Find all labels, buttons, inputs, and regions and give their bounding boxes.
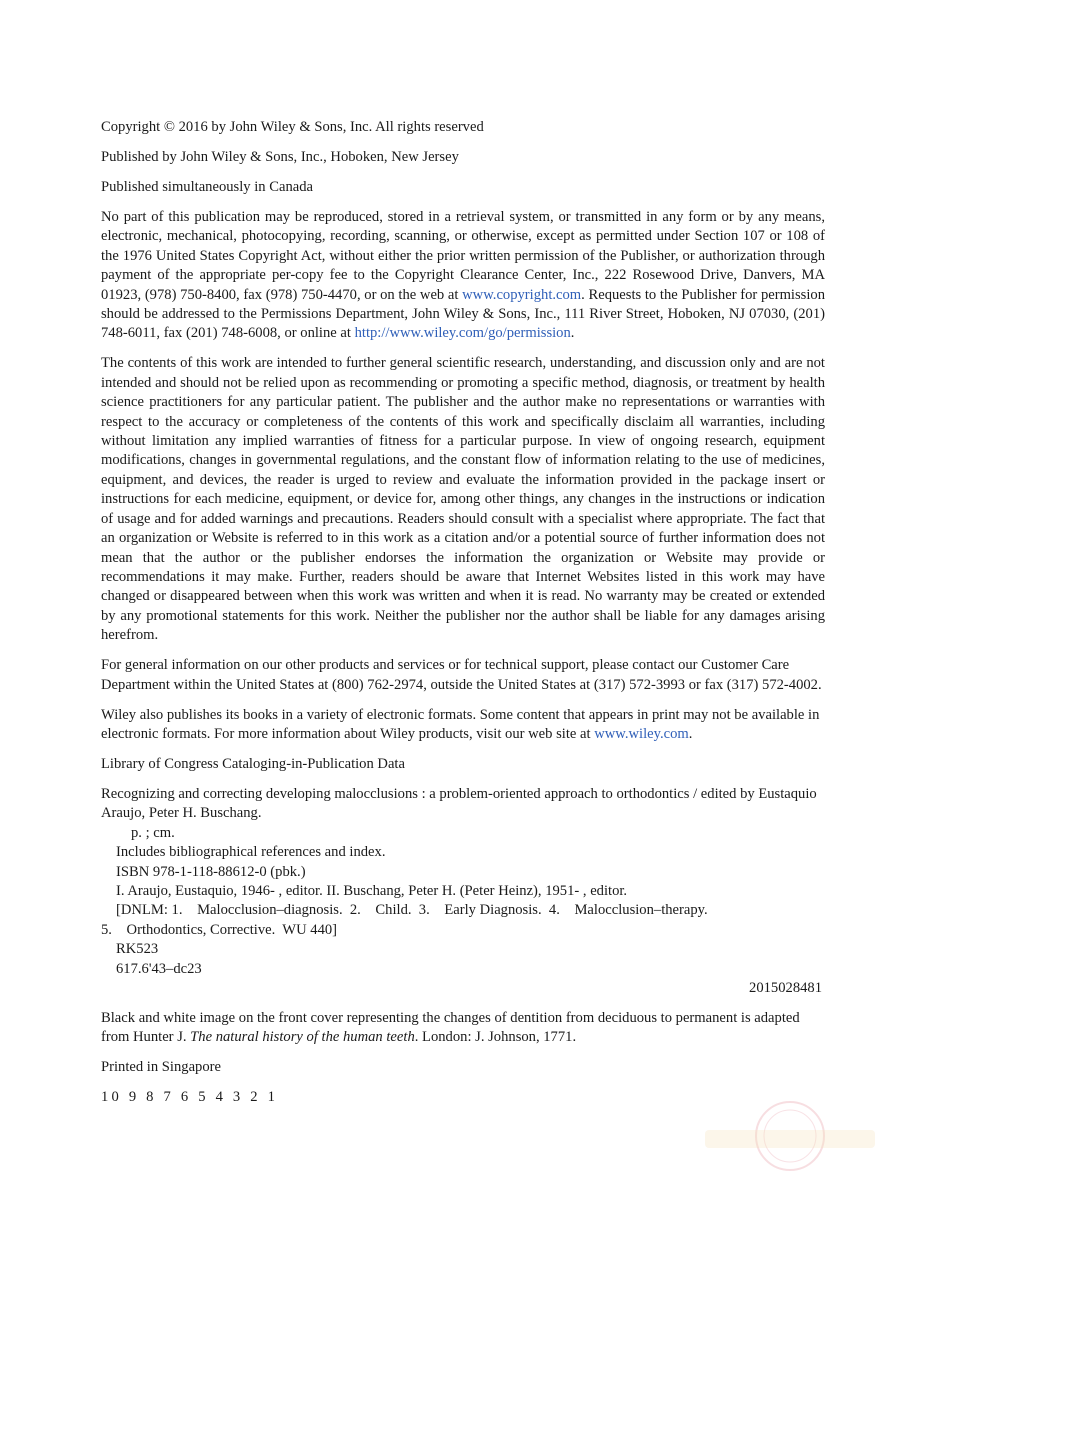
cip-isbn: ISBN 978-1-118-88612-0 (pbk.): [116, 863, 306, 880]
cover-text-2: . London: J. Johnson, 1771.: [414, 1029, 577, 1046]
cover-book-title: The natural history of the human teeth: [190, 1029, 415, 1046]
permissions-paragraph: [101, 208, 825, 344]
permissions-text-1: No part of this publication may be reproduced, stored in a retrieval system, or transmitted in any form or by any means, electronic, mechanical, photocopying, recording, scanning, or otherwise, except as permitted under Section 107 or 108 of the 1976 United States Copyright Act, without either the prior written permission of the Publisher, or authorization through payment of the appropriate per-copy fee to the Copyright Clearance Center, Inc., 222 Rosewood Drive, Danvers, MA 01923, (978) 750-8400, fax (978) 750-4470, or on the web at: [101, 209, 825, 303]
cip-pages: p. ; cm.: [131, 824, 175, 841]
printer-key-line: 10 9 8 7 6 5 4 3 2 1: [101, 1089, 279, 1106]
copyright-com-link[interactable]: www.copyright.com: [462, 286, 582, 303]
support-paragraph: For general information on our other products and services or for technical support, please contact our Customer Care Department within the United States at (800) 762-2974, outside the United States at (317) 572-3993 or fax (317) 572-4002.: [101, 657, 822, 693]
cip-block: [101, 785, 825, 998]
printed-in-line: Printed in Singapore: [101, 1059, 221, 1076]
cip-lc-class: RK523: [116, 941, 159, 958]
cover-credit-paragraph: [101, 1009, 825, 1048]
permissions-text-2: . Requests to the Publisher for permission should be addressed to the Permissions Department, John Wiley & Sons, Inc., 111 River Street, Hoboken, NJ 07030, (201) 748-6011, fax (201) 748-6008, or online at: [101, 286, 825, 342]
cip-title-line: Recognizing and correcting developing malocclusions : a problem-oriented approach to orthodontics / edited by Eustaquio Araujo, Peter H. Buschang.: [101, 785, 817, 822]
cip-dnlm-line-1: [DNLM: 1. Malocclusion–diagnosis. 2. Child. 3. Early Diagnosis. 4. Malocclusion–therapy.: [116, 902, 708, 919]
publisher-line: Published by John Wiley & Sons, Inc., Hoboken, New Jersey: [101, 149, 459, 165]
cip-editors: I. Araujo, Eustaquio, 1946- , editor. II. Buschang, Peter H. (Peter Heinz), 1951- , editor.: [116, 882, 628, 899]
cip-dewey: 617.6'43–dc23: [116, 960, 202, 977]
copyright-page: [101, 118, 825, 1118]
cip-lccn: 2015028481: [749, 980, 822, 996]
wiley-com-link[interactable]: www.wiley.com: [594, 725, 689, 742]
cover-text-1: Black and white image on the front cover representing the changes of dentition from deciduous to permanent is adapted from Hunter J.: [101, 1010, 800, 1046]
cip-heading: Library of Congress Cataloging-in-Publication Data: [101, 755, 405, 772]
copyright-notice: Copyright © 2016 by John Wiley & Sons, Inc. All rights reserved: [101, 119, 484, 135]
disclaimer-paragraph: The contents of this work are intended to further general scientific research, understanding, and discussion only and are not intended and should not be relied upon as recommending or promoting a specific method, diagnosis, or treatment by health science practitioners for any particular patient. The publisher and the author make no representations or warranties with respect to the accuracy or completeness of the contents of this work and specifically disclaim all warranties, including without limitation any implied warranties of fitness for a particular purpose. In view of ongoing research, equipment modifications, changes in governmental regulations, and the constant flow of information relating to the use of medicines, equipment, and devices, the reader is urged to review and evaluate the information provided in the package insert or instructions for each medicine, equipment, or device for, among other things, any changes in the instructions or indication of usage and for added warnings and precautions. Readers should consult with a specialist where appropriate. The fact that an organization or Website is referred to in this work as a citation and/or a potential source of further information does not mean that the author or the publisher endorses the information the organization or Website may provide or recommendations it may make. Further, readers should be aware that Internet Websites listed in this work may have changed or disappeared between when this work was written and when it is read. No warranty may be created or extended by any promotional statements for this work. Neither the publisher nor the author shall be liable for any damages arising herefrom.: [101, 355, 825, 644]
wiley-permission-link[interactable]: http://www.wiley.com/go/permission: [354, 325, 571, 342]
electronic-text-1: Wiley also publishes its books in a variety of electronic formats. Some content that appears in print may not be available in electronic formats. For more information about Wiley products, visit our web site at: [101, 706, 820, 742]
cip-includes: Includes bibliographical references and index.: [116, 844, 386, 861]
permissions-text-3: .: [570, 325, 575, 342]
electronic-text-2: .: [688, 725, 693, 742]
cip-dnlm-line-2: 5. Orthodontics, Corrective. WU 440]: [101, 921, 338, 938]
electronic-formats-paragraph: [101, 706, 825, 745]
canada-line: Published simultaneously in Canada: [101, 179, 313, 195]
stamp-banner: [705, 1130, 875, 1148]
